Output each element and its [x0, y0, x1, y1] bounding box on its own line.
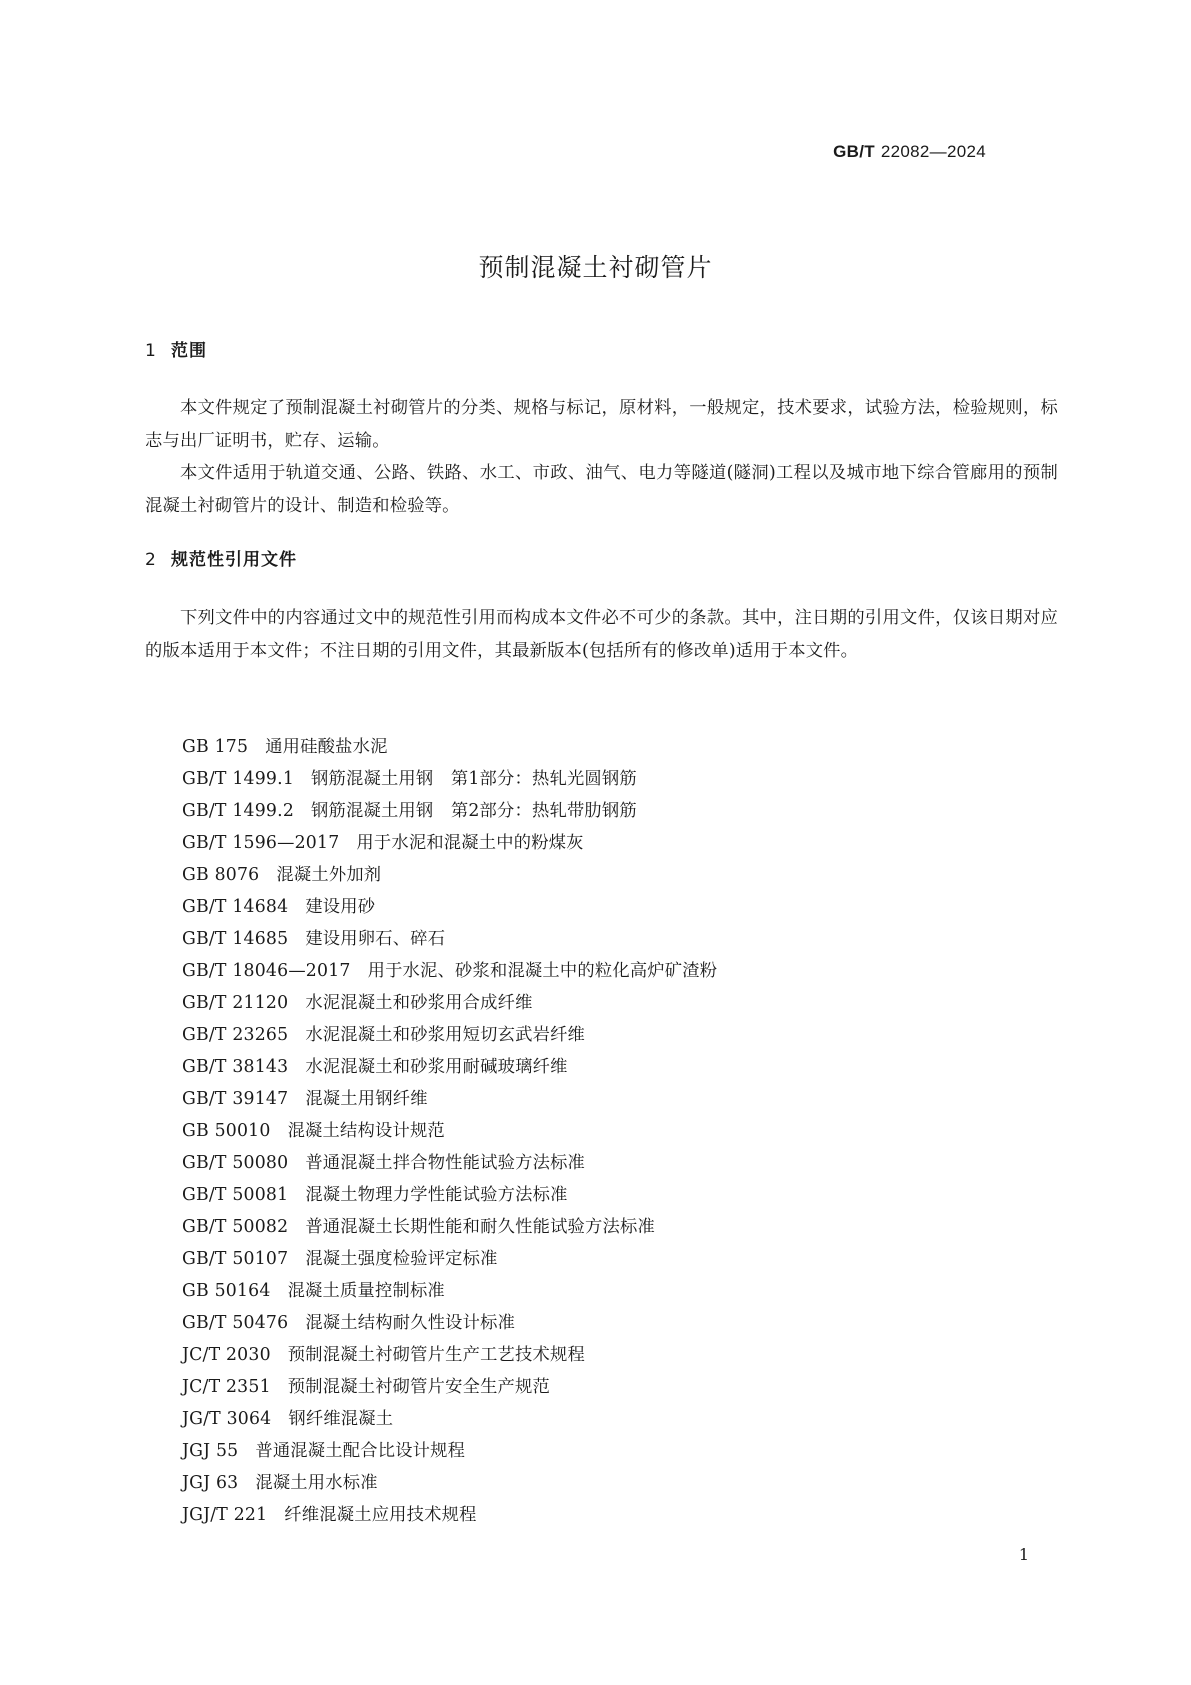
reference-item [182, 1243, 1062, 1275]
reference-title: 建设用砂 [305, 897, 376, 917]
reference-title: 用于水泥和混凝土中的粉煤灰 [356, 833, 584, 853]
section-number: 2 [145, 550, 157, 570]
reference-code: GB/T 23265 [182, 1025, 289, 1045]
reference-title: 用于水泥、砂浆和混凝土中的粒化高炉矿渣粉 [367, 961, 718, 981]
reference-item [182, 763, 1062, 795]
reference-code: GB/T 50080 [182, 1153, 289, 1173]
paragraph-scope-1: 本文件规定了预制混凝土衬砌管片的分类、规格与标记，原材料，一般规定，技术要求，试验方法，检验规则，标志与出厂证明书，贮存、运输。 [145, 398, 1058, 451]
reference-code: GB 50010 [182, 1121, 271, 1141]
reference-title: 纤维混凝土应用技术规程 [284, 1505, 477, 1525]
reference-code: GB/T 1596—2017 [182, 833, 340, 853]
reference-title: 混凝土结构设计规范 [287, 1121, 445, 1141]
reference-item [182, 1435, 1062, 1467]
reference-code: JGJ 55 [182, 1441, 239, 1461]
reference-title: 钢纤维混凝土 [288, 1409, 394, 1429]
reference-title: 混凝土用钢纤维 [305, 1089, 428, 1109]
reference-title: 钢筋混凝土用钢 第1部分：热轧光圆钢筋 [311, 769, 637, 789]
reference-title: 普通混凝土配合比设计规程 [255, 1441, 466, 1461]
reference-item [182, 987, 1062, 1019]
reference-item [182, 1499, 1062, 1531]
reference-code: GB/T 14684 [182, 897, 289, 917]
section-title: 规范性引用文件 [171, 550, 297, 570]
reference-code: GB/T 14685 [182, 929, 289, 949]
reference-item [182, 731, 1062, 763]
reference-item [182, 795, 1062, 827]
reference-title: 混凝土强度检验评定标准 [305, 1249, 498, 1269]
reference-item [182, 1179, 1062, 1211]
reference-code: GB 50164 [182, 1281, 271, 1301]
reference-code: GB/T 1499.1 [182, 769, 295, 789]
reference-code: JC/T 2351 [182, 1377, 271, 1397]
reference-title: 普通混凝土拌合物性能试验方法标准 [305, 1153, 586, 1173]
reference-item [182, 1211, 1062, 1243]
reference-title: 钢筋混凝土用钢 第2部分：热轧带肋钢筋 [311, 801, 637, 821]
reference-item [182, 1339, 1062, 1371]
reference-code: JG/T 3064 [182, 1409, 272, 1429]
reference-item [182, 955, 1062, 987]
reference-item [182, 1051, 1062, 1083]
reference-title: 普通混凝土长期性能和耐久性能试验方法标准 [305, 1217, 655, 1237]
reference-code: GB/T 38143 [182, 1057, 289, 1077]
reference-title: 预制混凝土衬砌管片安全生产规范 [287, 1377, 551, 1397]
section-heading-scope [145, 336, 207, 361]
reference-title: 通用硅酸盐水泥 [265, 737, 388, 757]
document-number: 22082—2024 [880, 142, 986, 161]
reference-code: GB/T 50081 [182, 1185, 289, 1205]
reference-code: JGJ/T 221 [182, 1505, 268, 1525]
document-type: GB/T [833, 142, 875, 161]
reference-title: 水泥混凝土和砂浆用短切玄武岩纤维 [305, 1025, 586, 1045]
reference-item [182, 1147, 1062, 1179]
reference-code: GB/T 50107 [182, 1249, 289, 1269]
section-heading-normative-references [145, 545, 297, 570]
reference-code: GB 175 [182, 737, 249, 757]
page-title: 预制混凝土衬砌管片 [478, 253, 713, 282]
reference-item [182, 859, 1062, 891]
reference-title: 混凝土物理力学性能试验方法标准 [305, 1185, 568, 1205]
reference-code: GB/T 39147 [182, 1089, 289, 1109]
reference-title: 混凝土用水标准 [255, 1473, 378, 1493]
reference-item [182, 1403, 1062, 1435]
reference-item [182, 891, 1062, 923]
paragraph-references-intro: 下列文件中的内容通过文中的规范性引用而构成本文件必不可少的条款。其中，注日期的引用文件，仅该日期对应的版本适用于本文件；不注日期的引用文件，其最新版本(包括所有的修改单)适用于本文件。 [145, 608, 1058, 661]
reference-item [182, 923, 1062, 955]
reference-title: 混凝土结构耐久性设计标准 [305, 1313, 516, 1333]
reference-title: 建设用卵石、碎石 [305, 929, 446, 949]
reference-code: JGJ 63 [182, 1473, 239, 1493]
reference-title: 混凝土外加剂 [276, 865, 382, 885]
reference-code: GB/T 50082 [182, 1217, 289, 1237]
document-code [833, 142, 986, 162]
reference-title: 预制混凝土衬砌管片生产工艺技术规程 [287, 1345, 585, 1365]
reference-item [182, 1371, 1062, 1403]
paragraph-scope-2: 本文件适用于轨道交通、公路、铁路、水工、市政、油气、电力等隧道(隧洞)工程以及城市地下综合管廊用的预制混凝土衬砌管片的设计、制造和检验等。 [145, 463, 1058, 516]
reference-item [182, 1275, 1062, 1307]
reference-title: 水泥混凝土和砂浆用耐碱玻璃纤维 [305, 1057, 568, 1077]
section-number: 1 [145, 341, 157, 361]
reference-item [182, 1019, 1062, 1051]
reference-code: GB/T 18046—2017 [182, 961, 351, 981]
section-title: 范围 [171, 341, 207, 361]
reference-code: JC/T 2030 [182, 1345, 271, 1365]
reference-item [182, 1467, 1062, 1499]
reference-title: 混凝土质量控制标准 [287, 1281, 445, 1301]
reference-title: 水泥混凝土和砂浆用合成纤维 [305, 993, 533, 1013]
reference-code: GB/T 21120 [182, 993, 289, 1013]
reference-code: GB 8076 [182, 865, 260, 885]
reference-item [182, 1307, 1062, 1339]
reference-code: GB/T 50476 [182, 1313, 289, 1333]
page-number: 1 [1018, 1545, 1029, 1564]
reference-code: GB/T 1499.2 [182, 801, 295, 821]
reference-item [182, 827, 1062, 859]
reference-item [182, 1115, 1062, 1147]
reference-item [182, 1083, 1062, 1115]
reference-list [182, 731, 1062, 1531]
